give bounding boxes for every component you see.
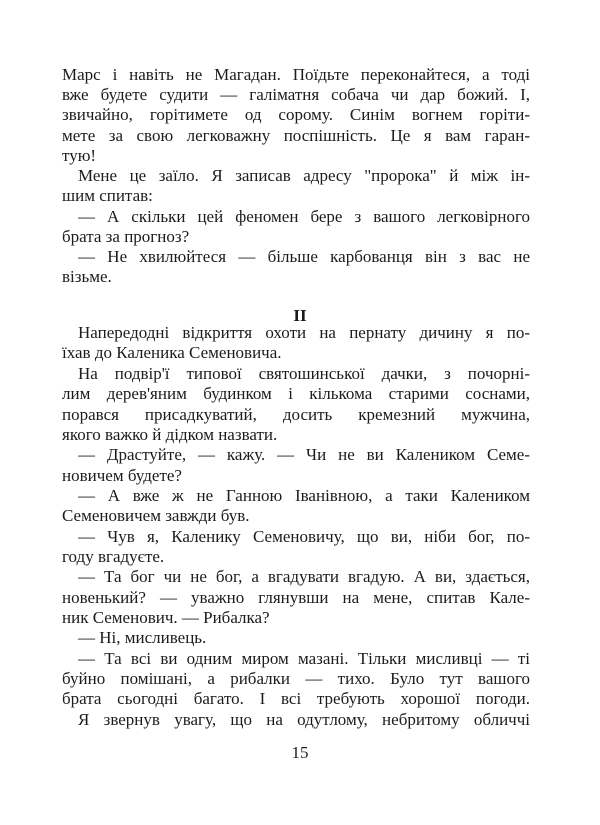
text-line: На подвір'ї типової святошинської дачки, з почорні-	[78, 364, 530, 383]
text-line: буйно помішані, а рибалки — тихо. Було тут вашого	[62, 669, 530, 688]
text-line: Марс і навіть не Магадан. Поїдьте переконайтеся, а тоді	[62, 65, 530, 84]
text-line: Семеновичем завжди був.	[62, 506, 250, 525]
text-line: брата за прогноз?	[62, 227, 190, 246]
text-line: тую!	[62, 146, 97, 165]
text-line: — А скільки цей феномен бере з вашого легковірного	[78, 207, 530, 226]
text-line: — Ні, мисливець.	[78, 628, 207, 647]
text-line: году вгадуєте.	[62, 547, 165, 566]
text-line: Я звернув увагу, що на одутлому, небритому обличчі	[78, 710, 530, 729]
text-line: — Чув я, Каленику Семеновичу, що ви, ніби бог, по-	[78, 527, 530, 546]
text-line: — А вже ж не Ганною Іванівною, а таки Калеником	[78, 486, 530, 505]
text-line: звичайно, горітимете од сорому. Синім вогнем горіти-	[62, 105, 530, 124]
text-line: шим спитав:	[62, 186, 153, 205]
text-line: — Та всі ви одним миром мазані. Тільки мисливці — ті	[78, 649, 530, 668]
text-line: вже будете судити — галіматня собача чи дар божий. І,	[62, 85, 530, 104]
text-line: ник Семенович. — Рибалка?	[62, 608, 270, 627]
text-line: — Та бог чи не бог, а вгадувати вгадую. А ви, здається,	[78, 567, 530, 586]
chapter-heading: II	[293, 306, 307, 325]
text-line: Мене це заїло. Я записав адресу "пророка" й між ін-	[78, 166, 530, 185]
page-number: 15	[291, 743, 309, 762]
text-line: якого важко й дідком назвати.	[62, 425, 278, 444]
text-line: їхав до Каленика Семеновича.	[62, 343, 282, 362]
text-line: — Драстуйте, — кажу. — Чи не ви Калеником Семе-	[78, 445, 530, 464]
text-line: візьме.	[62, 267, 112, 286]
text-line: брата сьогодні багато. І всі требують хорошої погоди.	[62, 689, 530, 708]
text-line: порався присадкуватий, досить кремезний мужчина,	[62, 405, 530, 424]
text-line: Напередодні відкриття охоти на пернату дичину я по-	[78, 323, 530, 342]
text-line: — Не хвилюйтеся — більше карбованця він з вас не	[78, 247, 530, 266]
text-line: мете за свою легковажну поспішність. Це я вам гаран-	[62, 126, 530, 145]
text-line: новенький? — уважно глянувши на мене, спитав Кале-	[62, 588, 530, 607]
text-line: новичем будете?	[62, 466, 182, 485]
text-line: лим дерев'яним будинком і кількома старими соснами,	[62, 384, 530, 403]
